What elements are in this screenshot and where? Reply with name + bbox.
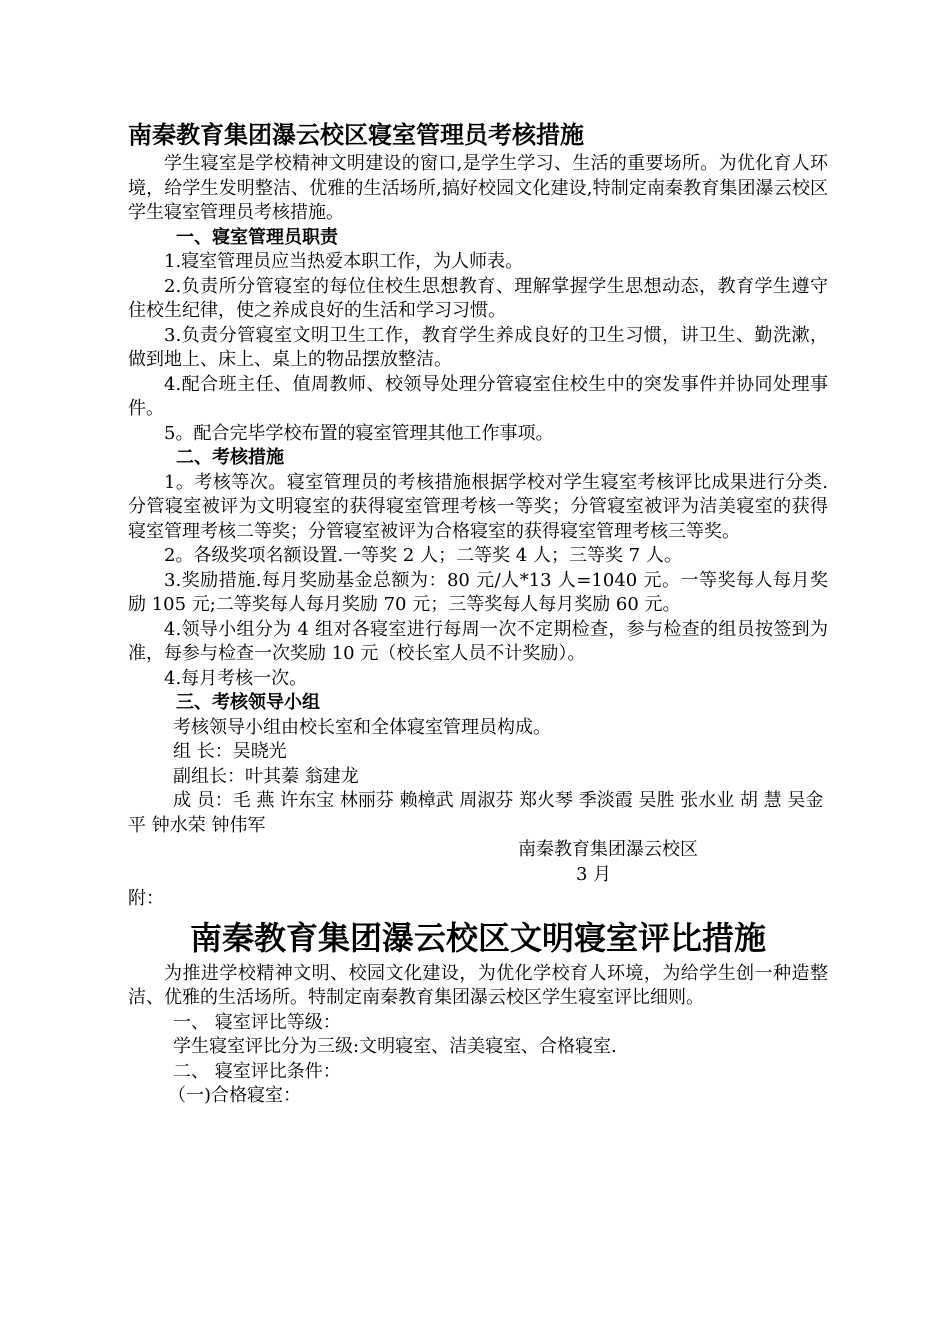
list-item: 5。配合完毕学校布置的寝室管理其他工作事项。 [164,422,554,444]
section-heading: 三、考核领导小组 [176,692,320,713]
list-item: 1。考核等次。寝室管理员的考核措施根据学校对学生寝室考核评比成果进行分类.分管寝室被评为文明寝室的获得寝室管理考核一等奖；分管寝室被评为洁美寝室的获得寝室管理考核二等奖；分管寝室被评为合格寝室的获得寝室管理考核三等奖。 [128,471,828,542]
list-item: 2.负责所分管寝室的每位住校生思想教育、理解掌握学生思想动态，教育学生遵守住校生纪律，使之养成良好的生活和学习习惯。 [128,275,828,321]
appendix-line: 二、 寝室评比条件： [173,1060,341,1082]
document-title: 南秦教育集团瀑云校区寝室管理员考核措施 [128,120,584,149]
intro-paragraph: 学生寝室是学校精神文明建设的窗口,是学生学习、生活的重要场所。为优化育人环境，给学生发明整洁、优雅的生活场所,搞好校园文化建设,特制定南秦教育集团瀑云校区学生寝室管理员考核措施。 [128,153,828,223]
section-heading: 一、寝室管理员职责 [176,226,338,248]
list-item: 4.领导小组分为 4 组对各寝室进行每周一次不定期检查，参与检查的组员按签到为准，每参与检查一次奖励 10 元（校长室人员不计奖励）。 [128,618,828,664]
signature-org: 南秦教育集团瀑云校区 [518,839,698,860]
list-item: 3.负责分管寝室文明卫生工作，教育学生养成良好的卫生习惯，讲卫生、勤洗漱，做到地上、床上、桌上的物品摆放整洁。 [128,324,828,370]
appendix-line: （一)合格寝室： [168,1085,302,1106]
list-item: 2。各级奖项名额设置.一等奖 2 人；二等奖 4 人；三等奖 7 人。 [164,545,682,566]
signature-date: 3 月 [576,863,612,885]
group-deputy: 副组长：叶其蓁 翁建龙 [173,765,359,787]
list-item: 4.配合班主任、值周教师、校领导处理分管寝室住校生中的突发事件并协同处理事件。 [128,373,828,419]
appendix-title: 南秦教育集团瀑云校区文明寝室评比措施 [189,918,766,957]
list-item: 3.奖励措施.每月奖励基金总额为：80 元/人*13 人=1040 元。一等奖每人每月奖励 105 元;二等奖每人每月奖励 70 元；三等奖每人每月奖励 60 元。 [128,569,828,615]
section-heading: 二、考核措施 [176,447,284,468]
appendix-line: 一、 寝室评比等级： [173,1011,341,1033]
appendix-line: 学生寝室评比分为三级:文明寝室、洁美寝室、合格寝室. [173,1036,617,1057]
appendix-label: 附： [128,888,164,909]
list-item: 1.寝室管理员应当热爱本职工作，为人师表。 [164,251,524,272]
group-members: 成 员：毛 燕 许东宝 林丽芬 赖樟武 周淑芬 郑火琴 季淡霞 吴胜 张水业 胡 慧 吴金平 钟水荣 钟伟军 [128,790,824,836]
appendix-intro: 为推进学校精神文明、校园文化建设，为优化学校育人环境，为给学生创一种造整洁、优雅的生活场所。特制定南秦教育集团瀑云校区学生寝室评比细则。 [128,962,828,1008]
list-item: 4.每月考核一次。 [164,667,308,689]
group-leader: 组 长：吴晓光 [173,741,287,762]
document-body [128,118,828,1109]
group-description: 考核领导小组由校长室和全体寝室管理员构成。 [173,716,551,738]
